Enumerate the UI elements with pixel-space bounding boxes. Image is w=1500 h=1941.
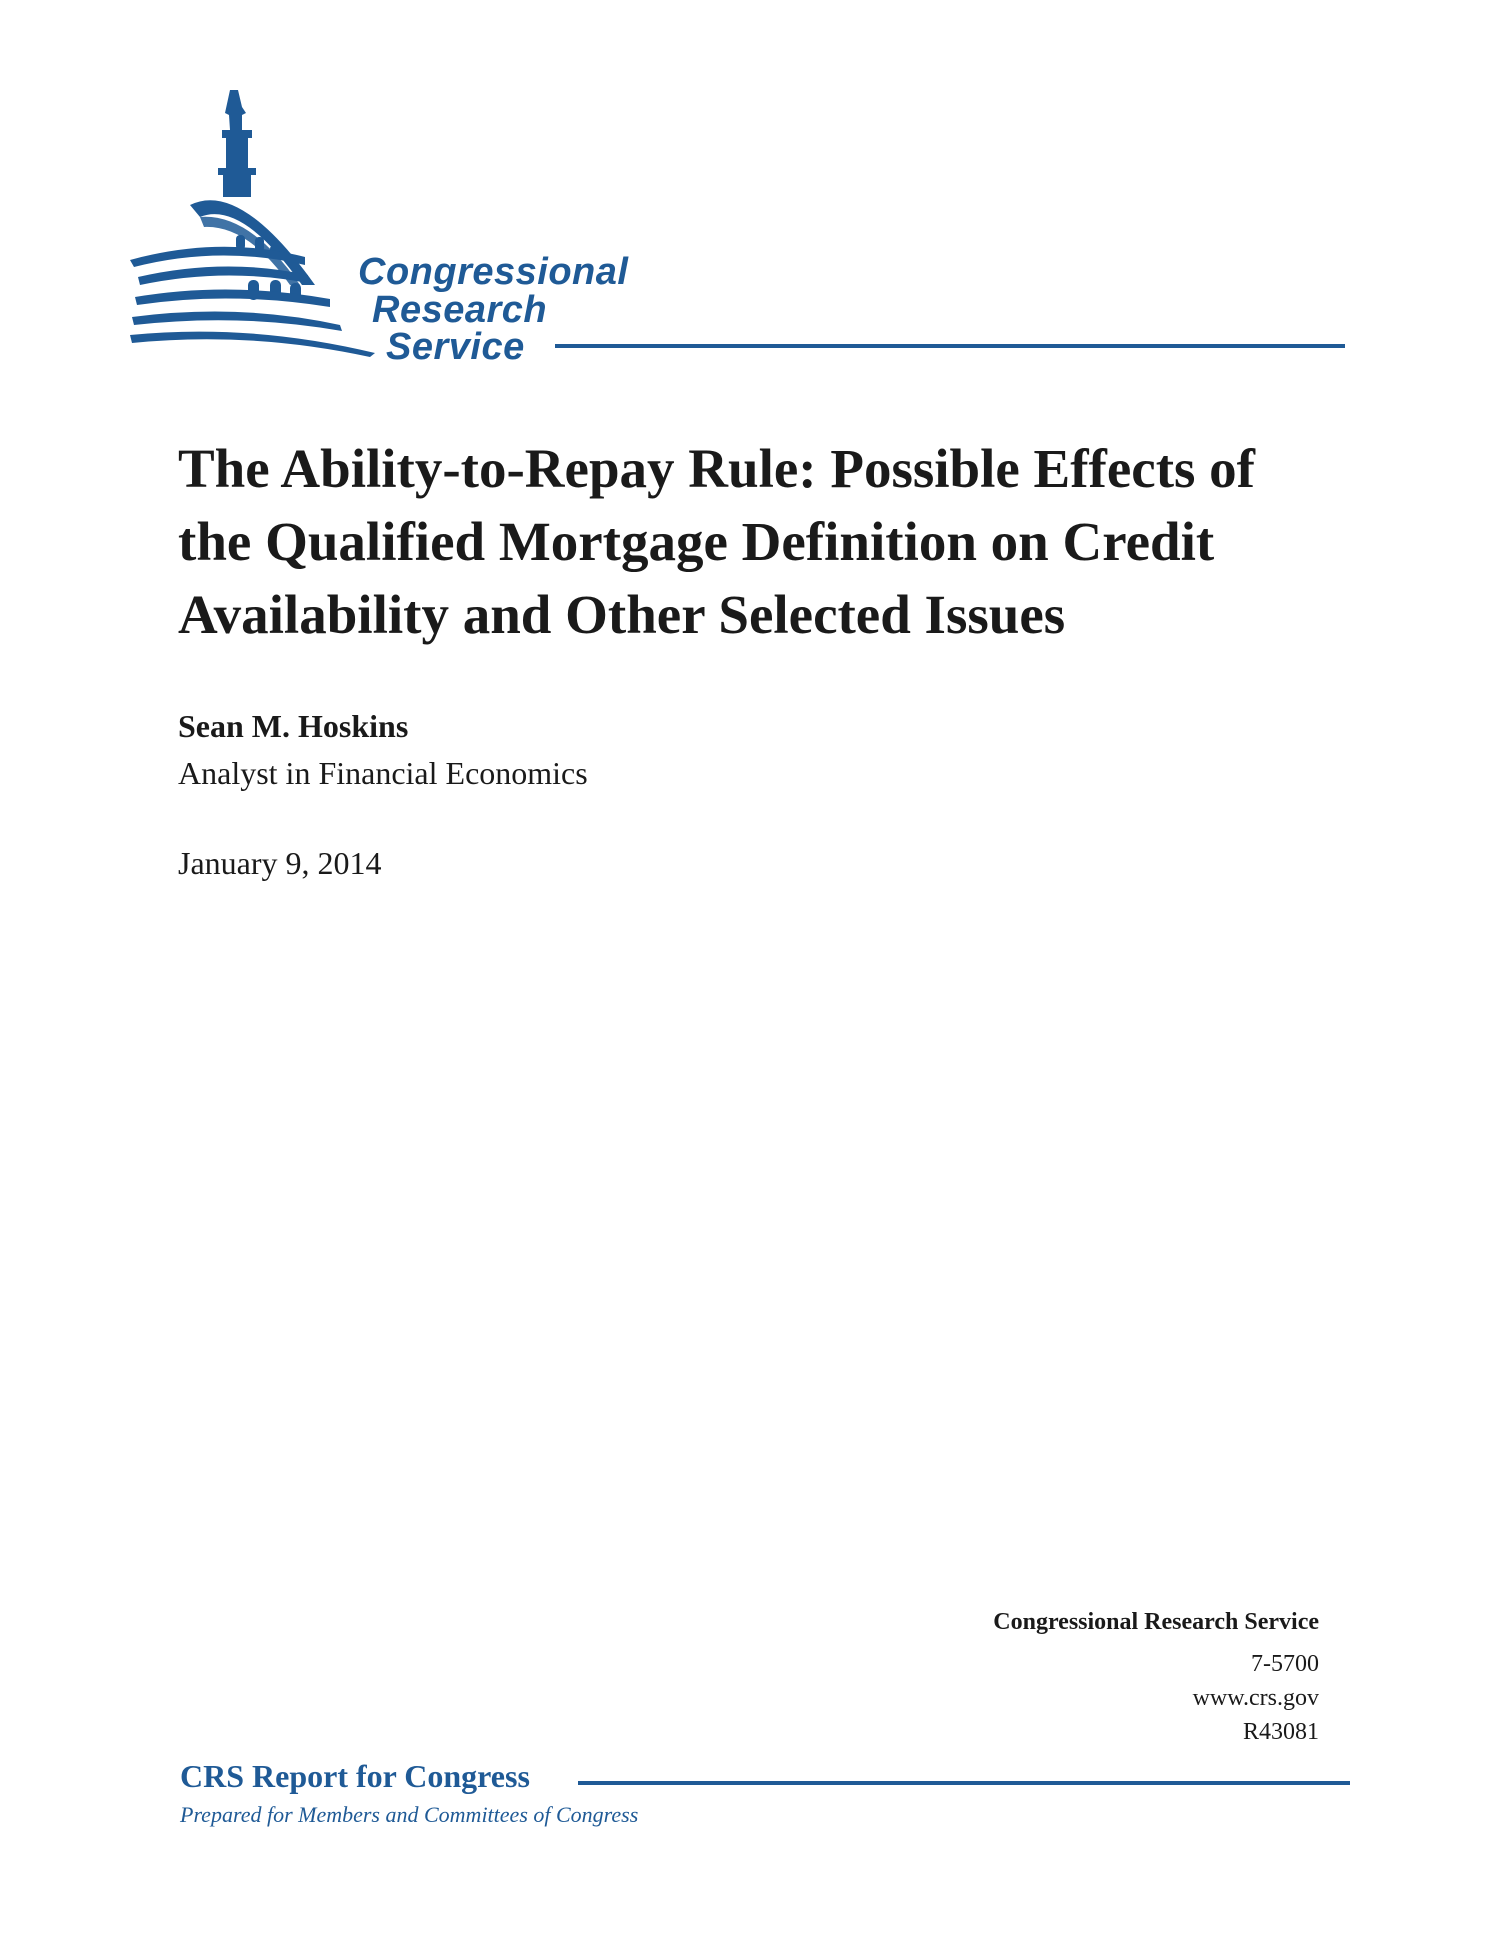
- crs-info-block: [993, 1605, 1319, 1749]
- crs-website: www.crs.gov: [1192, 1685, 1319, 1711]
- crs-organization: Congressional Research Service: [993, 1609, 1319, 1635]
- footer-title: CRS Report for Congress: [180, 1758, 530, 1794]
- footer-subtitle: Prepared for Members and Committees of Congress: [180, 1802, 639, 1827]
- crs-number: 7-5700: [1251, 1651, 1319, 1677]
- title-line: Availability and Other Selected Issues: [178, 584, 1066, 645]
- title-line: the Qualified Mortgage Definition on Credit: [178, 511, 1215, 572]
- author-title: Analyst in Financial Economics: [178, 755, 588, 791]
- footer-rule: [578, 1781, 1350, 1785]
- logo-text-service: Service: [386, 326, 525, 368]
- report-title: [178, 432, 1378, 651]
- title-line: The Ability-to-Repay Rule: Possible Effects of: [178, 438, 1255, 499]
- logo-text-congressional: Congressional: [358, 251, 629, 293]
- report-date: January 9, 2014: [178, 845, 382, 881]
- author-name: Sean M. Hoskins: [178, 708, 409, 744]
- logo-text-research: Research: [372, 289, 548, 331]
- header-rule: [555, 344, 1345, 348]
- crs-logo: [130, 85, 690, 370]
- crs-report-id: R43081: [1242, 1719, 1319, 1745]
